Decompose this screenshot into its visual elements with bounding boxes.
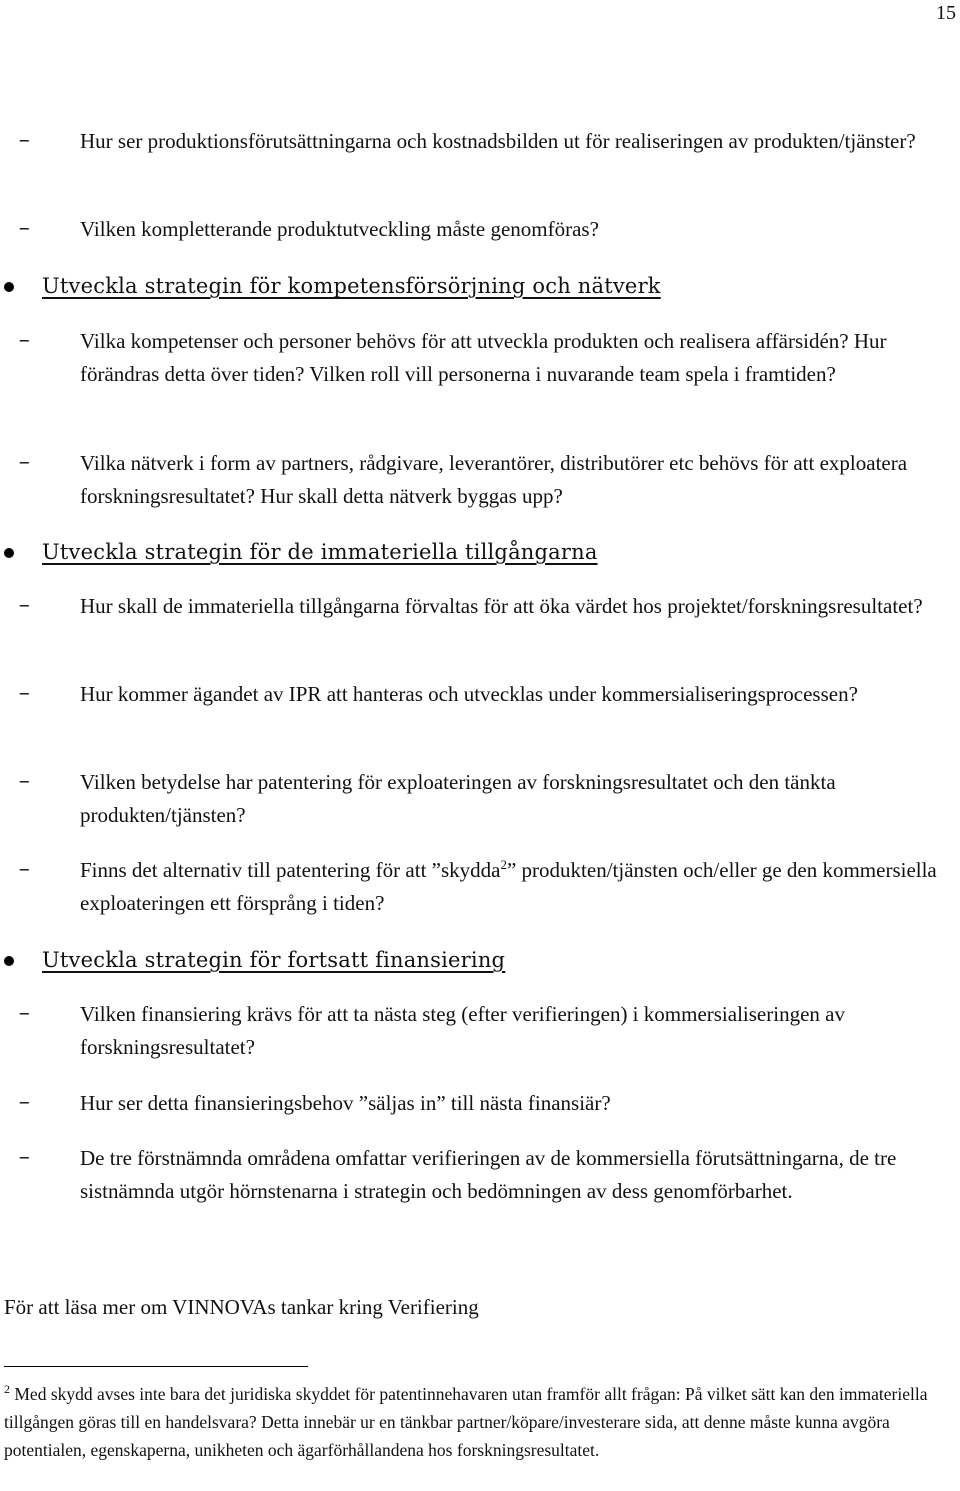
section-heading-text: Utveckla strategin för fortsatt finansiering bbox=[42, 948, 506, 972]
dash-marker: – bbox=[18, 452, 31, 475]
item-text: Vilken kompletterande produktutveckling måste genomföras? bbox=[80, 217, 599, 241]
footnote-mark: 2 bbox=[4, 1382, 10, 1397]
bullet-icon bbox=[4, 548, 14, 558]
item-text: Vilken finansiering krävs för att ta nästa steg (efter verifieringen) i kommersialiseringen av forskningsresultatet? bbox=[80, 1002, 845, 1059]
item-text: Vilka nätverk i form av partners, rådgivare, leverantörer, distributörer etc behövs för att exploatera forskningsresultatet? Hur skall detta nätverk byggas upp? bbox=[80, 451, 908, 508]
footnote bbox=[4, 1380, 956, 1464]
bullet-icon bbox=[4, 956, 14, 966]
item-text-before: Finns det alternativ till patentering för att ”skydda bbox=[80, 858, 501, 882]
dash-marker: – bbox=[18, 218, 31, 241]
item-text: Hur skall de immateriella tillgångarna förvaltas för att öka värdet hos projektet/forskningsresultatet? bbox=[80, 594, 923, 618]
bullet-icon bbox=[4, 282, 14, 292]
dash-marker: – bbox=[18, 130, 31, 153]
item-text bbox=[80, 854, 950, 920]
item-text: De tre förstnämnda områdena omfattar verifieringen av de kommersiella förutsättningarna, de tre sistnämnda utgör hörnstenarna i strategin och bedömningen av dess genomförbarhet. bbox=[80, 1146, 897, 1203]
dash-marker: – bbox=[18, 1092, 31, 1115]
section-heading-text: Utveckla strategin för de immateriella tillgångarna bbox=[42, 540, 598, 564]
closing-text: För att läsa mer om VINNOVAs tankar kring Verifiering bbox=[4, 1295, 479, 1319]
dash-marker: – bbox=[18, 683, 31, 706]
dash-marker: – bbox=[18, 859, 31, 882]
dash-marker: – bbox=[18, 595, 31, 618]
dash-marker: – bbox=[18, 1003, 31, 1026]
item-text: Hur kommer ägandet av IPR att hanteras och utvecklas under kommersialiseringsprocessen? bbox=[80, 682, 858, 706]
item-text-after: ” produkten/tjänsten och/eller ge den kommersiella exploateringen ett försprång i tiden? bbox=[80, 858, 937, 915]
item-text: Vilka kompetenser och personer behövs för att utveckla produkten och realisera affärsidén? Hur förändras detta över tiden? Vilken roll vill personerna i nuvarande team spela i framtiden? bbox=[80, 329, 887, 386]
footnote-text: Med skydd avses inte bara det juridiska skyddet för patentinnehavaren utan framför allt frågan: På vilket sätt kan den immateriella tillgången göras till en handelsvara? Detta innebär ur en tänkbar partner/köpare/investerare sida, att denne måste kunna avgöra potentialen, egenskaperna, unikheten och ägarförhållandena hos forskningsresultatet. bbox=[4, 1384, 928, 1460]
item-text: Hur ser detta finansieringsbehov ”säljas in” till nästa finansiär? bbox=[80, 1091, 611, 1115]
item-text: Vilken betydelse har patentering för exploateringen av forskningsresultatet och den tänkta produkten/tjänsten? bbox=[80, 770, 836, 827]
item-text: Hur ser produktionsförutsättningarna och kostnadsbilden ut för realiseringen av produkten/tjänster? bbox=[80, 129, 916, 153]
page-number: 15 bbox=[936, 2, 956, 24]
dash-marker: – bbox=[18, 1147, 31, 1170]
footnote-reference: 2 bbox=[500, 857, 507, 872]
dash-marker: – bbox=[18, 330, 31, 353]
footnote-separator bbox=[4, 1366, 308, 1367]
dash-marker: – bbox=[18, 771, 31, 794]
section-heading-text: Utveckla strategin för kompetensförsörjning och nätverk bbox=[42, 274, 661, 298]
